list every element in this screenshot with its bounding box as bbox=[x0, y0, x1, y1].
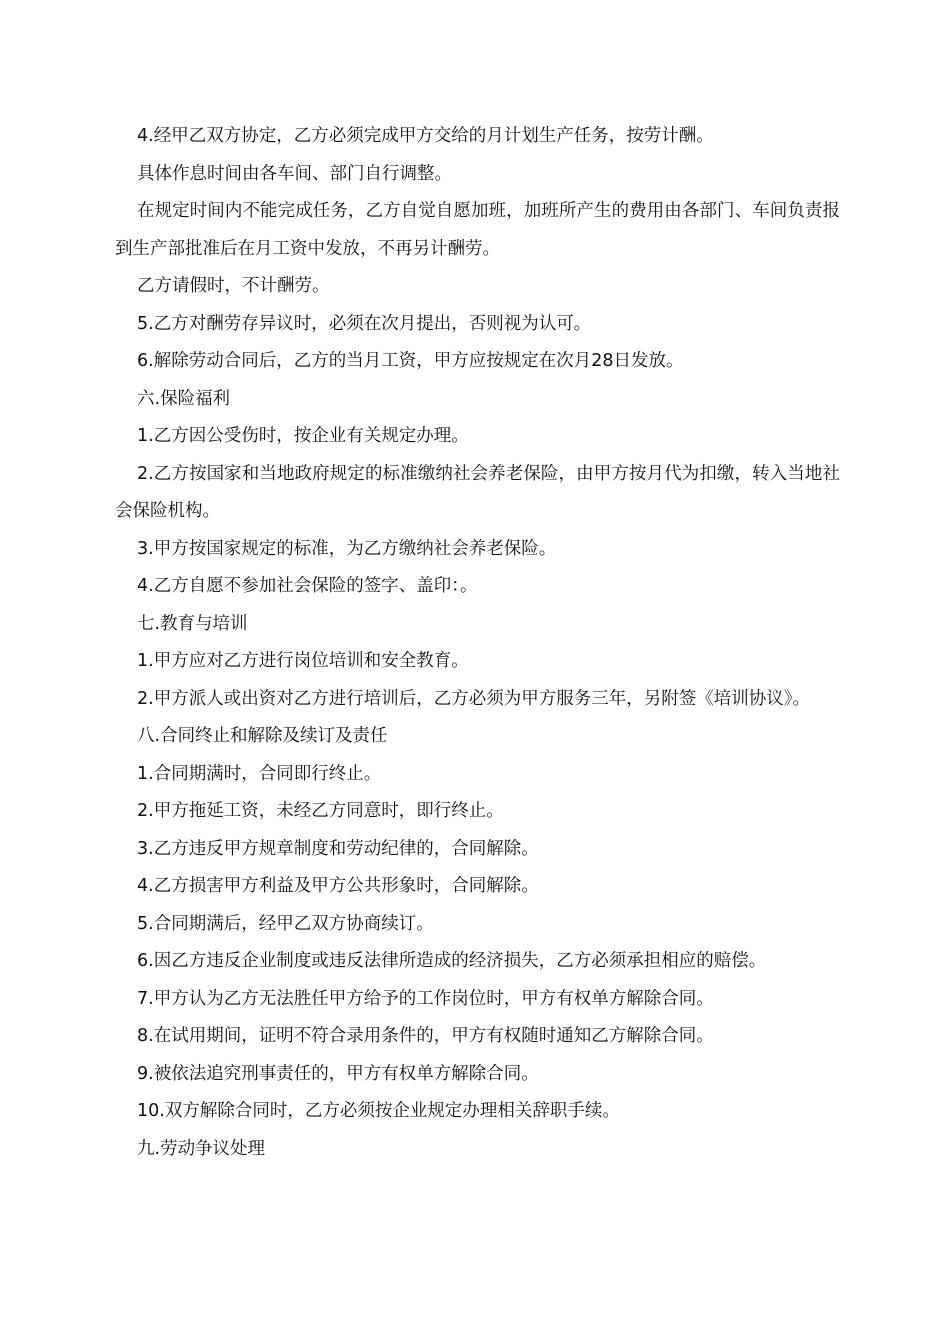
clause-8-2: 2.甲方拖延工资，未经乙方同意时，即行终止。 bbox=[137, 801, 504, 821]
clause-8-9: 9.被依法追究刑事责任的，甲方有权单方解除合同。 bbox=[137, 1063, 539, 1084]
clause-8-7: 7.甲方认为乙方无法胜任甲方给予的工作岗位时，甲方有权单方解除合同。 bbox=[137, 988, 714, 1009]
clause-7-1: 1.甲方应对乙方进行岗位培训和安全教育。 bbox=[137, 651, 469, 671]
clause-8-4: 4.乙方损害甲方利益及甲方公共形象时，合同解除。 bbox=[137, 876, 539, 896]
clause-8-6: 6.因乙方违反企业制度或违反法律所造成的经济损失，乙方必须承担相应的赔偿。 bbox=[137, 951, 767, 971]
clause-8-1: 1.合同期满时，合同即行终止。 bbox=[137, 763, 382, 784]
clause-5-6: 6.解除劳动合同后，乙方的当月工资，甲方应按规定在次月28日发放。 bbox=[137, 351, 684, 371]
clause-5-4: 4.经甲乙双方协定，乙方必须完成甲方交给的月计划生产任务，按劳计酬。 bbox=[137, 126, 714, 146]
section-9-heading: 九.劳动争议处理 bbox=[137, 1138, 266, 1159]
working-hours-note: 具体作息时间由各车间、部门自行调整。 bbox=[137, 163, 452, 184]
clause-8-8: 8.在试用期间，证明不符合录用条件的，甲方有权随时通知乙方解除合同。 bbox=[137, 1026, 714, 1046]
clause-8-3: 3.乙方违反甲方规章制度和劳动纪律的，合同解除。 bbox=[137, 838, 539, 859]
section-6-heading: 六.保险福利 bbox=[137, 388, 231, 409]
clause-6-2: 2.乙方按国家和当地政府规定的标准缴纳社会养老保险，由甲方按月代为扣缴，转入当地社会保险机构。 bbox=[115, 463, 840, 521]
section-7-heading: 七.教育与培训 bbox=[137, 613, 248, 634]
clause-8-5: 5.合同期满后，经甲乙双方协商续订。 bbox=[137, 913, 434, 934]
clause-7-2: 2.甲方派人或出资对乙方进行培训后，乙方必须为甲方服务三年，另附签《培训协议》。 bbox=[137, 688, 810, 709]
section-8-heading: 八.合同终止和解除及续订及责任 bbox=[137, 726, 388, 746]
overtime-note: 在规定时间内不能完成任务，乙方自觉自愿加班，加班所产生的费用由各部门、车间负责报到生产部批准后在月工资中发放，不再另计酬劳。 bbox=[115, 201, 840, 259]
clause-6-4: 4.乙方自愿不参加社会保险的签字、盖印：。 bbox=[137, 576, 478, 596]
clause-5-5: 5.乙方对酬劳存异议时，必须在次月提出，否则视为认可。 bbox=[137, 313, 592, 334]
clause-6-3: 3.甲方按国家规定的标准，为乙方缴纳社会养老保险。 bbox=[137, 538, 557, 559]
clause-6-1: 1.乙方因公受伤时，按企业有关规定办理。 bbox=[137, 426, 469, 446]
clause-8-10: 10.双方解除合同时，乙方必须按企业规定办理相关辞职手续。 bbox=[137, 1101, 620, 1121]
leave-note: 乙方请假时，不计酬劳。 bbox=[137, 276, 330, 296]
document-body bbox=[115, 118, 840, 1168]
